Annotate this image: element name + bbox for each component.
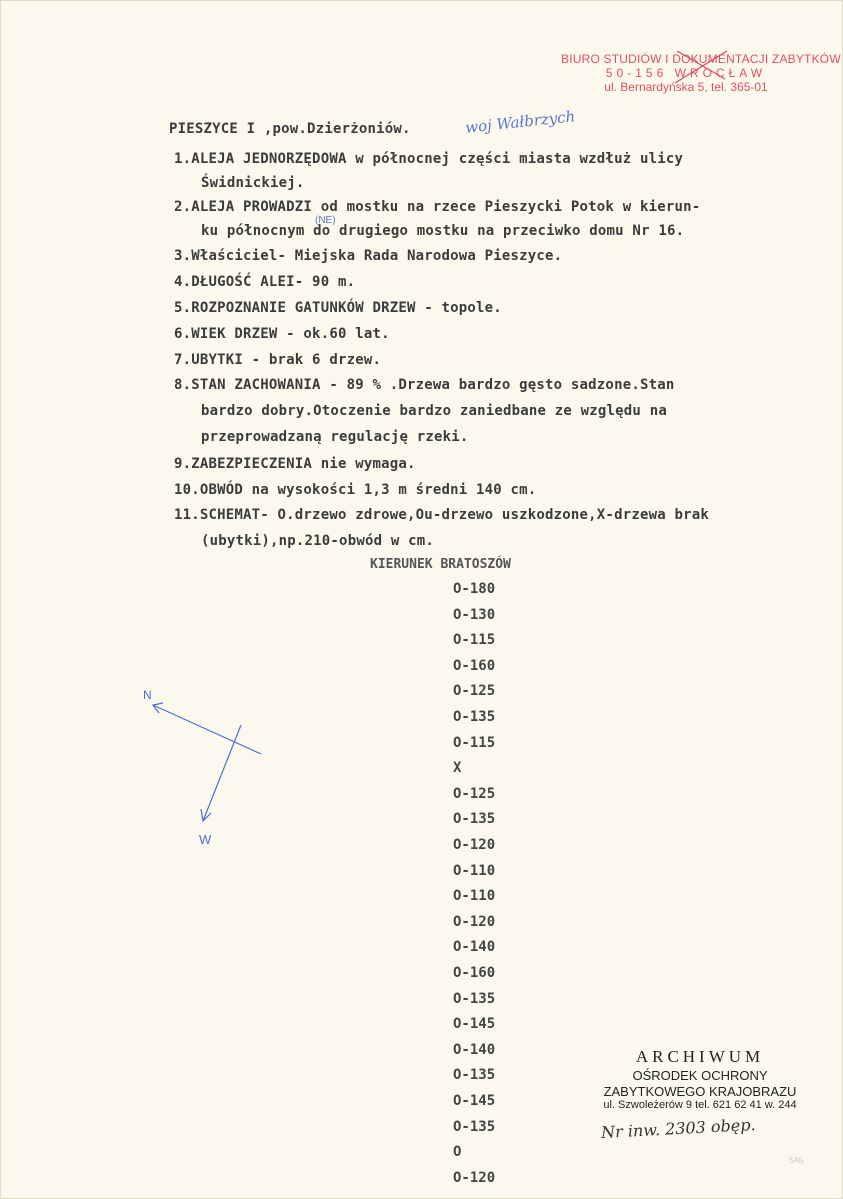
- item-line: 9.ZABEZPIECZENIA nie wymaga.: [174, 456, 416, 472]
- item-line: 11.SCHEMAT- O.drzewo zdrowe,Ou-drzewo uszkodzone,X-drzewa brak: [174, 507, 709, 523]
- archive-stamp: [589, 1047, 811, 1113]
- compass-n-label: N: [143, 688, 152, 702]
- direction-header: KIERUNEK BRATOSZÓW: [370, 557, 511, 572]
- tree-entry: O-125: [453, 683, 496, 700]
- cross-out-mark: [671, 49, 731, 85]
- tree-entry: O-120: [453, 837, 496, 853]
- item-line: 5.ROZPOZNANIE GATUNKÓW DRZEW - topole.: [174, 300, 502, 316]
- tree-entry: O-120: [453, 1169, 496, 1186]
- compass-sketch: [131, 681, 271, 851]
- item-line: 7.UBYTKI - brak 6 drzew.: [174, 352, 382, 368]
- inventory-number: Nr inw. 2303 obęp.: [600, 1114, 757, 1143]
- tree-entry: O: [453, 1144, 462, 1161]
- handwritten-ne-note: (NE): [315, 215, 336, 226]
- archive-line-1: ARCHIWUM: [635, 1047, 765, 1066]
- tree-entry: O-125: [453, 785, 496, 802]
- tree-entry: O-160: [453, 657, 496, 674]
- archive-line-4: ul. Szwoleżerów 9 tel. 621 62 41 w. 244: [603, 1099, 797, 1112]
- stamp-line-3: ul. Bernardyńska 5, tel. 365-01: [604, 79, 768, 94]
- tree-entry: O-115: [453, 734, 496, 751]
- archive-line-2: OŚRODEK OCHRONY: [632, 1067, 768, 1083]
- corner-mark: 5A5: [789, 1156, 804, 1165]
- item-line: Świdnickiej.: [201, 175, 305, 191]
- tree-entry: O-135: [453, 990, 496, 1007]
- tree-entry: O-135: [453, 811, 496, 828]
- item-line: 10.OBWÓD na wysokości 1,3 m średni 140 cm.: [174, 482, 537, 498]
- tree-entry: O-180: [453, 581, 496, 597]
- item-line: 8.STAN ZACHOWANIA - 89 % .Drzewa bardzo gęsto sadzone.Stan: [174, 377, 675, 393]
- tree-entry: O-130: [453, 606, 496, 623]
- tree-entry: O-135: [453, 709, 496, 725]
- item-line: przeprowadzaną regulację rzeki.: [201, 429, 469, 445]
- item-line: bardzo dobry.Otoczenie bardzo zaniedbane ze względu na: [201, 403, 667, 419]
- compass-w-label: W: [199, 832, 212, 847]
- tree-entry: X: [453, 760, 462, 777]
- archive-line-3: ZABYTKOWEGO KRAJOBRAZU: [603, 1083, 797, 1099]
- tree-entry: O-110: [453, 888, 496, 905]
- handwritten-region-note: woj Wałbrzych: [464, 107, 577, 137]
- item-line: 6.WIEK DRZEW - ok.60 lat.: [174, 326, 390, 342]
- item-line: 1.ALEJA JEDNORZĘDOWA w północnej części miasta wzdłuż ulicy: [174, 151, 684, 167]
- item-line: (ubytki),np.210-obwód w cm.: [201, 533, 434, 549]
- document-title: PIESZYCE I ,pow.Dzierżoniów.: [169, 121, 411, 137]
- tree-entry: O-110: [453, 862, 496, 879]
- tree-entry: O-135: [453, 1118, 496, 1135]
- item-line: 3.Właściciel- Miejska Rada Narodowa Pieszyce.: [174, 248, 563, 264]
- tree-entry: O-145: [453, 1016, 496, 1033]
- stamp-line-2: 50-156 WROCŁAW: [605, 65, 767, 80]
- stamp-line-1: BIURO STUDIÓW I DOKUMENTACJI ZABYTKÓW: [561, 52, 841, 66]
- item-line: 2.ALEJA PROWADZI od mostku na rzece Pieszycki Potok w kierun-: [174, 199, 701, 215]
- institution-stamp: [561, 52, 841, 94]
- tree-entry: O-140: [453, 1041, 496, 1058]
- item-line: ku północnym do drugiego mostku na przeciwko domu Nr 16.: [201, 223, 685, 239]
- tree-entry: O-115: [453, 632, 496, 649]
- tree-entry: O-120: [453, 913, 496, 930]
- tree-entry: O-145: [453, 1093, 496, 1109]
- tree-entry: O-160: [453, 965, 496, 981]
- item-line: 4.DŁUGOŚĆ ALEI- 90 m.: [174, 274, 356, 290]
- tree-entry: O-140: [453, 939, 496, 956]
- tree-entry: O-135: [453, 1067, 496, 1084]
